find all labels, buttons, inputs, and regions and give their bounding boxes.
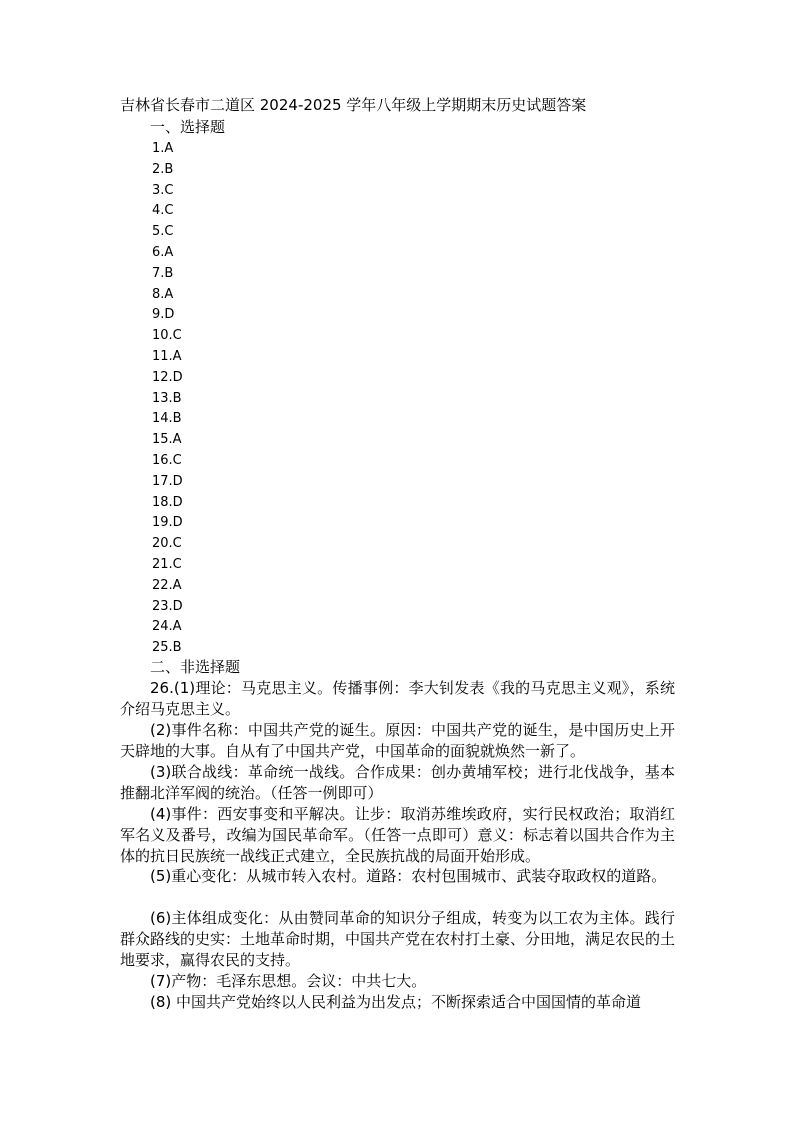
answer-item: 1.A	[152, 141, 174, 156]
section-heading-multiple-choice: 一、选择题	[150, 118, 226, 136]
answer-item: 9.D	[152, 307, 175, 323]
answer-item: 5.C	[152, 224, 174, 240]
answer-item: 21.C	[152, 556, 182, 572]
answer-item: 13.B	[152, 390, 182, 406]
answer-item: 2.B	[152, 161, 174, 177]
answer-list	[152, 139, 183, 659]
answer-item: 8.A	[152, 286, 174, 302]
answer-paragraph-7: (7)产物：毛泽东思想。会议：中共七大。	[150, 972, 427, 990]
answer-item: 24.A	[152, 619, 182, 635]
answer-paragraph-2: (2)事件名称：中国共产党的诞生。原因：中国共产党的诞生，是中国历史上开天辟地的大事。自从有了中国共产党，中国革命的面貌就焕然一新了。	[120, 721, 675, 760]
answer-item: 19.D	[152, 515, 183, 531]
answer-paragraph-8: (8) 中国共产党始终以人民利益为出发点；不断探索适合中国国情的革命道	[150, 993, 642, 1011]
answer-item: 4.C	[152, 203, 174, 219]
answer-item: 15.A	[152, 432, 182, 448]
answer-item: 7.B	[152, 265, 174, 281]
answer-item: 10.C	[152, 328, 182, 344]
answer-item: 3.C	[152, 182, 174, 198]
answer-item: 17.D	[152, 473, 183, 489]
answer-item: 12.D	[152, 369, 183, 385]
answer-item: 23.D	[152, 598, 183, 614]
answer-item: 16.C	[152, 452, 182, 468]
answer-item: 18.D	[152, 494, 183, 510]
answer-item: 6.A	[152, 244, 174, 260]
answer-item: 14.B	[152, 411, 182, 427]
answer-paragraph-6: (6)主体组成变化：从由赞同革命的知识分子组成，转变为以工农为主体。践行群众路线的史实：土地革命时期，中国共产党在农村打土豪、分田地，满足农民的土地要求，赢得农民的支持。	[120, 909, 676, 969]
answer-paragraph-4: (4)事件：西安事变和平解决。让步：取消苏维埃政府，实行民权政治；取消红军名义及番号，改编为国民革命军。（任答一点即可）意义：标志着以国共合作为主体的抗日民族统一战线正式建立，全民族抗战的局面开始形成。	[120, 805, 675, 865]
answer-item: 20.C	[152, 536, 182, 552]
answer-paragraph-3: (3)联合战线：革命统一战线。合作成果：创办黄埔军校；进行北伐战争，基本推翻北洋军阀的统治。（任答一例即可）	[120, 763, 675, 802]
answer-item: 22.A	[152, 577, 182, 593]
answer-paragraph-1: 26.(1)理论：马克思主义。传播事例：李大钊发表《我的马克思主义观》，系统介绍马克思主义。	[120, 679, 675, 718]
document-title: 吉林省长春市二道区 2024-2025 学年八年级上学期期末历史试题答案	[120, 96, 587, 114]
answer-item: 11.A	[152, 348, 182, 364]
answer-paragraph-5: (5)重心变化：从城市转入农村。道路：农村包围城市、武装夺取政权的道路。	[150, 867, 667, 885]
section-heading-non-multiple-choice: 二、非选择题	[150, 658, 241, 676]
answer-item: 25.B	[152, 640, 182, 656]
